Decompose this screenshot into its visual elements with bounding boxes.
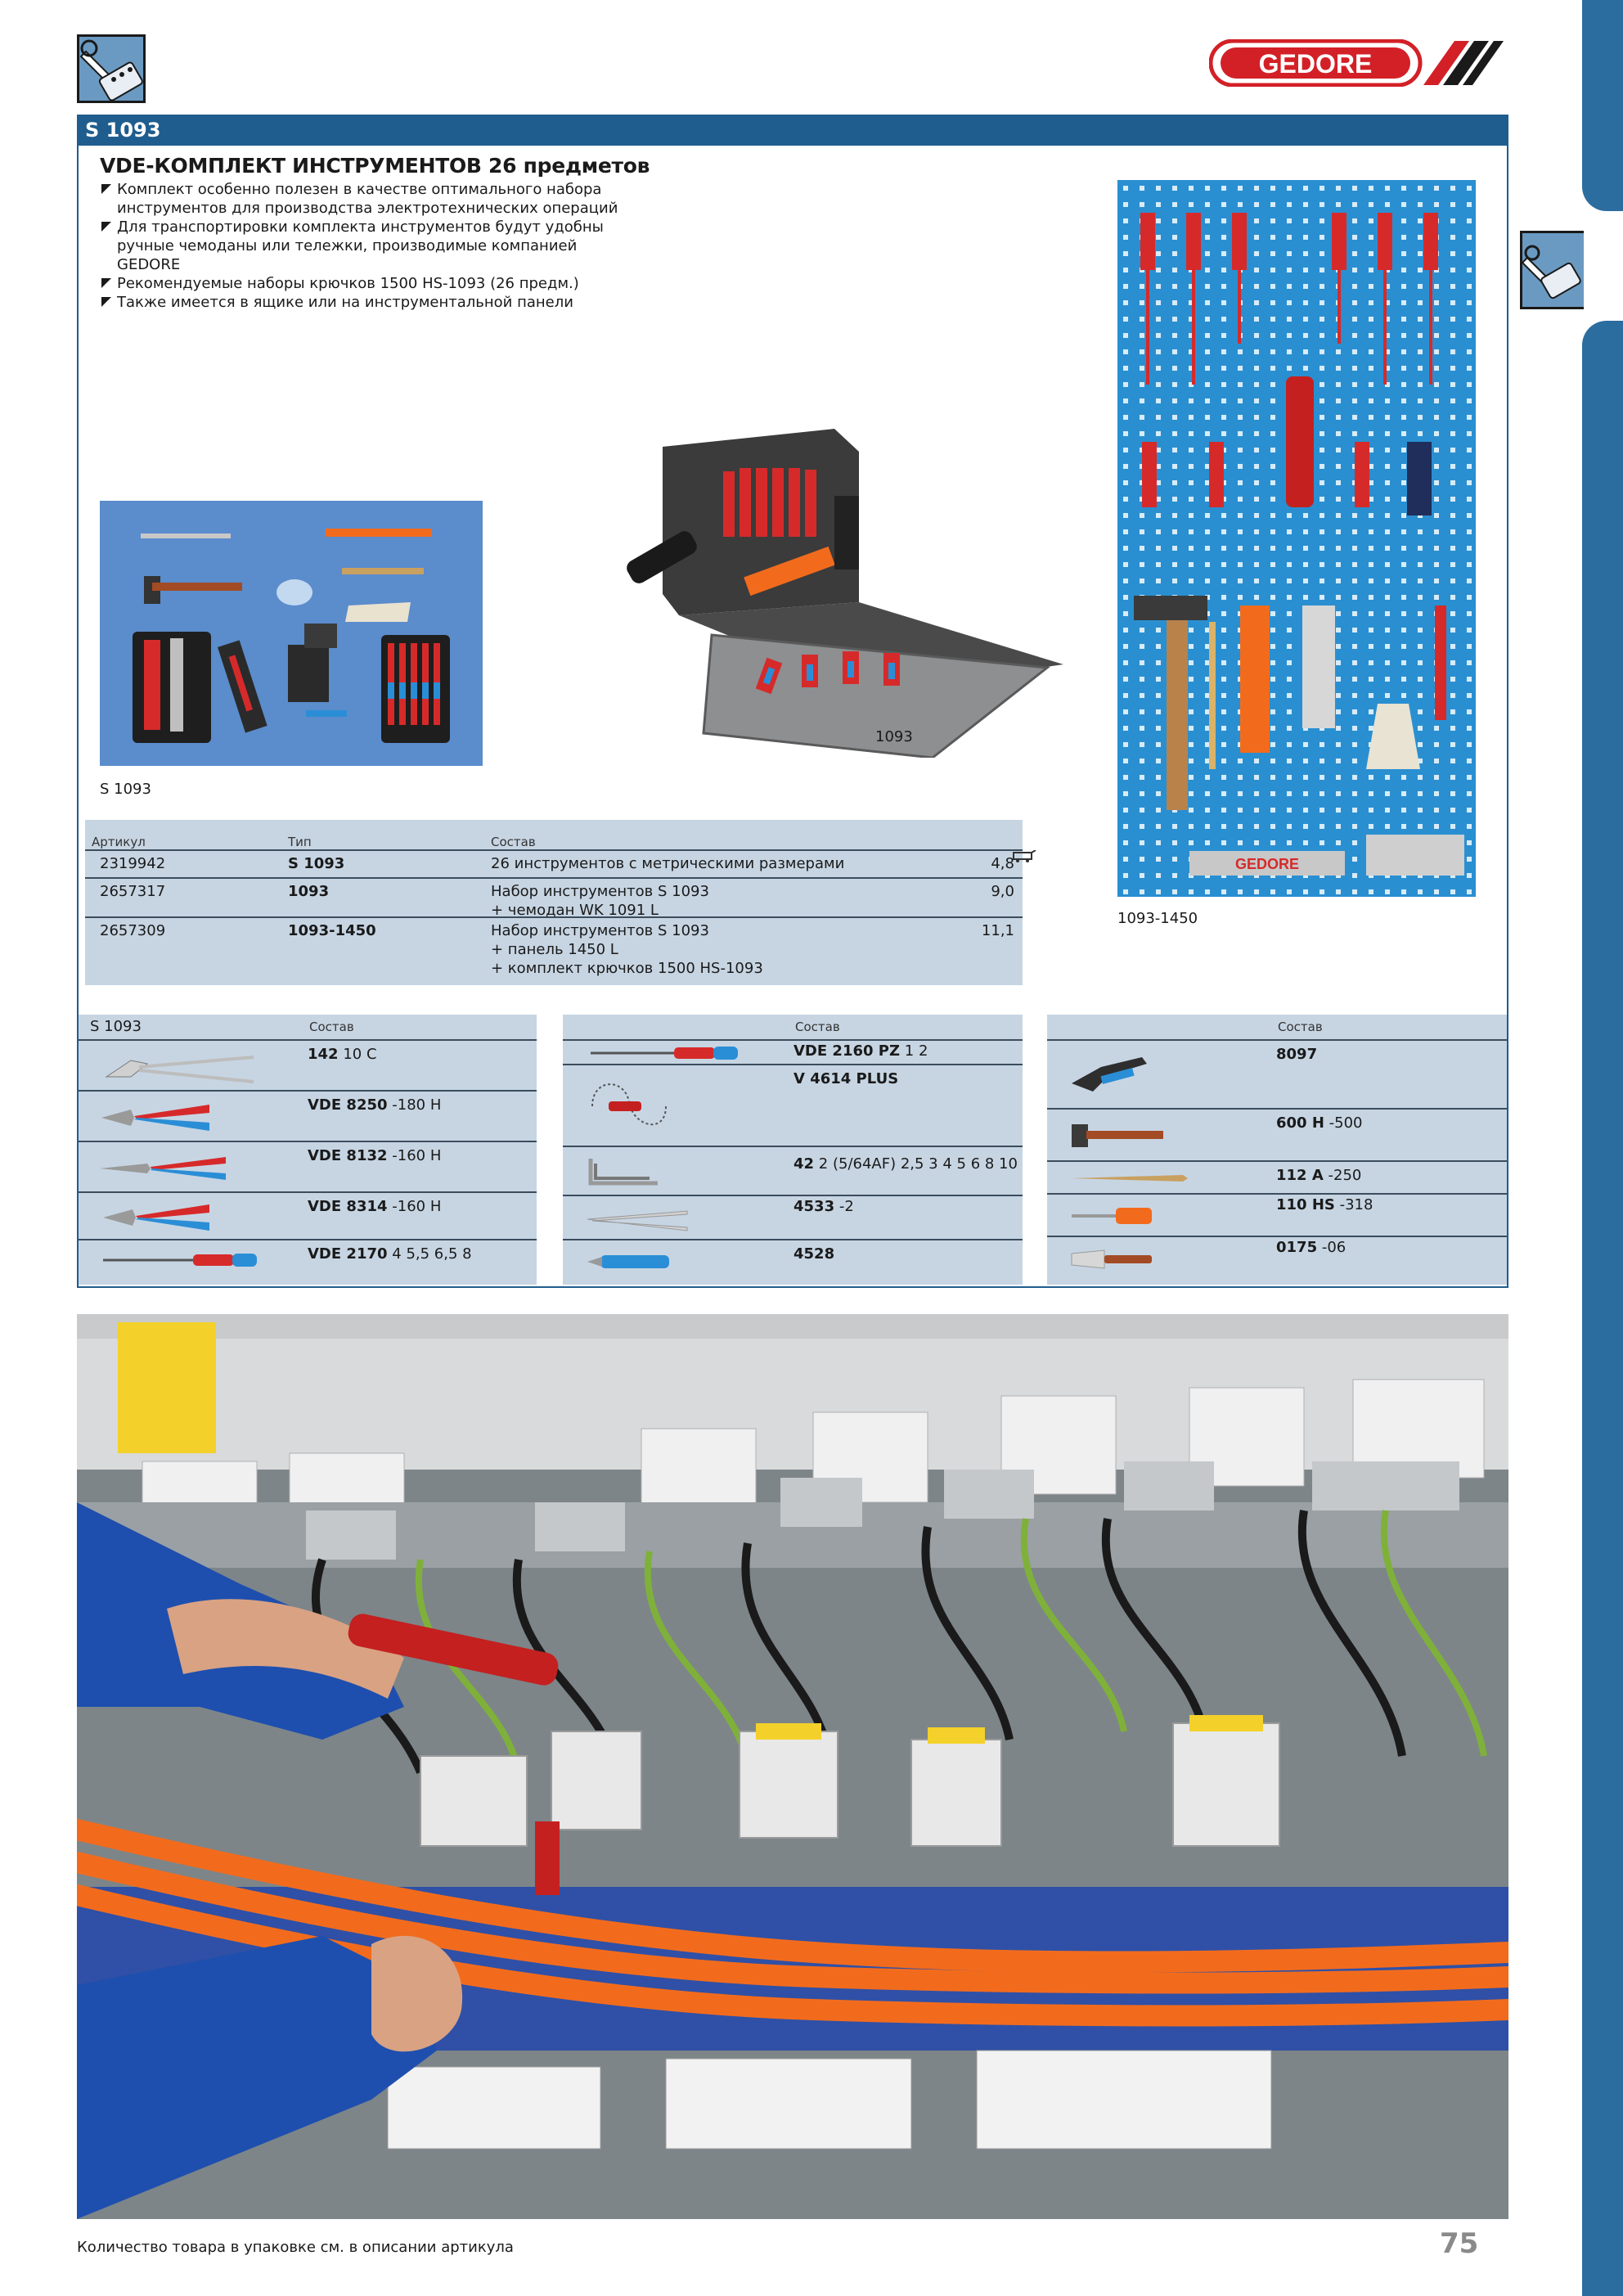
side-cutter-icon (98, 1201, 213, 1234)
tray-set-caption: S 1093 (100, 781, 151, 798)
tool-set-section-icon (77, 34, 146, 103)
composition-row (1047, 1110, 1507, 1162)
composition-code: 112 A -250 (1276, 1167, 1362, 1184)
feature-item: Для транспортировки комплекта инструментов будут удобны ручные чемоданы или тележки, производимые компанией GEDORE (100, 218, 640, 274)
feature-item: Также имеется в ящике или на инструментальной панели (100, 293, 640, 312)
composition-code: 42 2 (5/64AF) 2,5 3 4 5 6 8 10 (794, 1155, 1018, 1173)
water-pump-pliers-icon (98, 1052, 262, 1085)
composition-code: VDE 8314 -160 Н (308, 1198, 442, 1215)
side-section-tab-icon[interactable] (1520, 231, 1584, 309)
composition-row (563, 1196, 1023, 1240)
article-number: 2657317 (100, 883, 166, 900)
combination-pliers-icon (98, 1101, 213, 1134)
composition-row (1047, 1195, 1507, 1237)
composition-row (1047, 1162, 1507, 1195)
section-code-bar: S 1093 (77, 115, 1508, 146)
gedore-logo (1209, 39, 1504, 87)
slotted-screwdriver-icon (98, 1250, 262, 1270)
tool-panel-image (1117, 180, 1476, 897)
composition-code: 600 H -500 (1276, 1114, 1363, 1132)
composition-code: VDE 2160 PZ 1 2 (794, 1042, 928, 1060)
composition-row (563, 1240, 1023, 1283)
article-number: 2319942 (100, 855, 166, 872)
voltage-tester-icon (584, 1074, 674, 1139)
article-type: S 1093 (288, 855, 345, 872)
table-row (85, 879, 1023, 918)
header-contents: Состав (491, 835, 536, 849)
composition-code: VDE 2170 4 5,5 6,5 8 (308, 1245, 472, 1263)
electrical-cabinet-photo (77, 1314, 1508, 2219)
composition-header: Состав (309, 1020, 354, 1034)
svg-text:GEDORE: GEDORE (1234, 856, 1300, 872)
article-table (85, 820, 1023, 985)
table-row (85, 851, 1023, 879)
composition-row (563, 1147, 1023, 1196)
composition-set-code: S 1093 (90, 1018, 142, 1035)
insulated-tweezers-icon (584, 1208, 690, 1232)
scraper-icon (1068, 1247, 1158, 1272)
composition-row (79, 1240, 537, 1283)
long-nose-pliers-icon (98, 1152, 229, 1185)
composition-code: V 4614 PLUS (794, 1070, 899, 1087)
electrician-chisel-icon (1068, 1203, 1158, 1227)
side-edge-bar-top (1582, 0, 1623, 211)
hex-key-set-icon (584, 1155, 666, 1188)
composition-code: 110 HS -318 (1276, 1196, 1373, 1213)
composition-table-right (1047, 1015, 1507, 1285)
tray-set-image (100, 501, 483, 766)
composition-table-middle (563, 1015, 1023, 1285)
gedore-logo-text: GEDORE (1258, 49, 1373, 79)
header-article: Артикул (92, 835, 146, 849)
article-number: 2657309 (100, 922, 166, 939)
article-contents: Набор инструментов S 1093 + чемодан WK 1091 L (491, 883, 709, 919)
article-weight: 9,0 (991, 883, 1014, 900)
composition-header: Состав (795, 1020, 840, 1034)
composition-row (563, 1065, 1023, 1147)
footer-note: Количество товара в упаковке см. в описании артикула (77, 2239, 514, 2256)
article-table-header (85, 820, 1023, 851)
composition-table-left (79, 1015, 537, 1285)
composition-header: Состав (1278, 1020, 1323, 1034)
tool-case-caption: 1093 (875, 728, 913, 745)
composition-row (79, 1092, 537, 1142)
article-contents: Набор инструментов S 1093 + панель 1450 L + комплект крючков 1500 HS-1093 (491, 922, 763, 977)
table-row (85, 918, 1023, 985)
pozidriv-screwdriver-icon (587, 1044, 743, 1062)
article-type: 1093-1450 (288, 922, 376, 939)
page-number: 75 (1440, 2227, 1479, 2260)
article-contents: 26 инструментов с метрическими размерами (491, 855, 845, 872)
article-type: 1093 (288, 883, 330, 900)
header-type: Тип (288, 835, 312, 849)
feature-item: Комплект особенно полезен в качестве оптимального набора инструментов для производства электротехнических операций (100, 180, 640, 218)
side-edge-bar-bottom (1582, 321, 1623, 2296)
article-weight: 4,8 (991, 855, 1014, 872)
tool-panel-caption: 1093-1450 (1117, 910, 1198, 927)
composition-code: 142 10 С (308, 1046, 377, 1063)
composition-row (79, 1041, 537, 1092)
composition-code: 4528 (794, 1245, 835, 1263)
composition-code: 8097 (1276, 1046, 1318, 1063)
composition-code: 4533 -2 (794, 1198, 854, 1215)
composition-row (563, 1041, 1023, 1065)
composition-code: VDE 8132 -160 Н (308, 1147, 442, 1164)
product-title: VDE-КОМПЛЕКТ ИНСТРУМЕНТОВ 26 предметов (100, 154, 650, 178)
tool-case-image (589, 422, 1067, 758)
feature-item: Рекомендуемые наборы крючков 1500 HS-1093 (26 предм.) (100, 274, 640, 293)
composition-row (79, 1142, 537, 1193)
article-weight: 11,1 (981, 922, 1014, 939)
composition-row (79, 1193, 537, 1240)
composition-code: 0175 -06 (1276, 1239, 1347, 1256)
wire-stripper-icon (1068, 1051, 1158, 1100)
composition-row (1047, 1237, 1507, 1283)
composition-code: VDE 8250 -180 Н (308, 1096, 442, 1114)
cable-knife-icon (584, 1250, 674, 1273)
feature-list (100, 180, 640, 312)
chisel-icon (1068, 1172, 1191, 1185)
hammer-icon (1068, 1119, 1167, 1152)
composition-row (1047, 1041, 1507, 1110)
